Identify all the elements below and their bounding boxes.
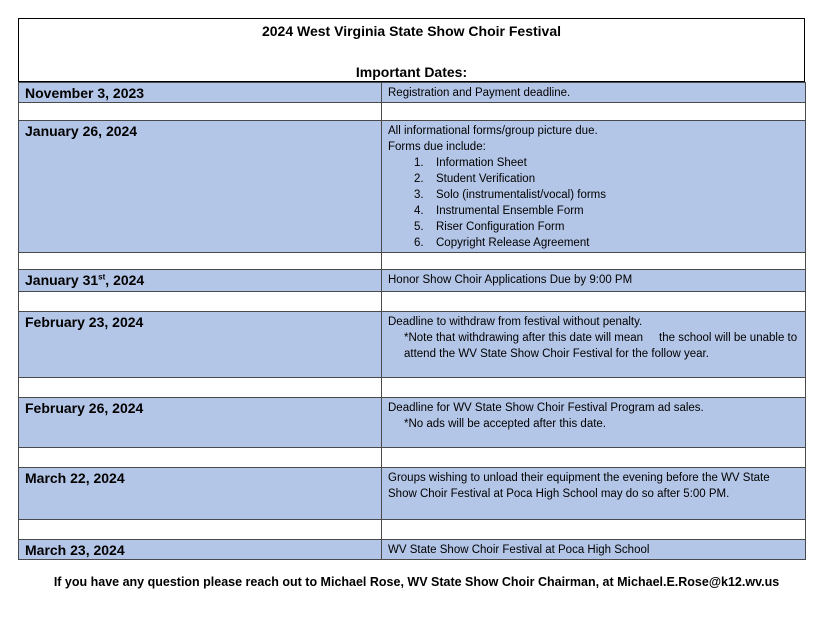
date-cell: January 26, 2024: [25, 123, 138, 139]
list-item: [414, 235, 799, 251]
date-text: , 2024: [105, 272, 145, 288]
desc-cell: [382, 121, 805, 251]
list-label: Information Sheet: [436, 157, 527, 169]
date-cell: February 26, 2024: [25, 400, 144, 416]
table-row: [19, 468, 806, 520]
list-number: 1.: [414, 157, 424, 169]
date-cell: February 23, 2024: [25, 314, 144, 330]
date-text: January 31: [25, 272, 99, 288]
date-cell: [19, 270, 381, 288]
date-cell: March 23, 2024: [25, 542, 125, 558]
list-label: Solo (instrumentalist/vocal) forms: [436, 189, 606, 201]
desc-cell: WV State Show Choir Festival at Poca High School: [388, 544, 650, 556]
contact-footer: If you have any question please reach out to Michael Rose, WV State Show Choir Chairman, at Michael.E.Rose@k12.wv.us: [53, 575, 780, 589]
list-number: 3.: [414, 189, 424, 201]
desc-note: *Note that withdrawing after this date will mean the school will be unable to attend the WV State Show Choir Festival for the follow year.: [404, 332, 801, 360]
spacer-row: [19, 103, 806, 121]
desc-cell: Groups wishing to unload their equipment the evening before the WV State Show Choir Festival at Poca High School may do so after 5:00 PM.: [388, 472, 770, 500]
desc-line: Forms due include:: [388, 141, 486, 153]
date-cell: November 3, 2023: [25, 85, 145, 101]
list-item: [414, 155, 799, 171]
desc-cell: Registration and Payment deadline.: [388, 87, 571, 99]
dates-table: [18, 82, 806, 560]
date-ordinal: st: [98, 272, 106, 282]
date-cell: March 22, 2024: [25, 470, 125, 486]
list-number: 2.: [414, 173, 424, 185]
page-title: 2024 West Virginia State Show Choir Festival: [261, 23, 562, 39]
list-label: Instrumental Ensemble Form: [436, 205, 584, 217]
table-row: [19, 121, 806, 253]
table-row: [19, 398, 806, 448]
spacer-row: [19, 448, 806, 468]
spacer-row: [19, 520, 806, 540]
page-subtitle: Important Dates:: [355, 64, 468, 80]
title-block: [18, 18, 805, 82]
desc-line: Deadline for WV State Show Choir Festival Program ad sales.: [388, 402, 704, 414]
dates-sheet: [18, 18, 805, 560]
list-number: 6.: [414, 237, 424, 249]
desc-cell: Honor Show Choir Applications Due by 9:00 PM: [388, 274, 633, 286]
desc-line: Deadline to withdraw from festival without penalty.: [388, 316, 643, 328]
table-row: [19, 312, 806, 378]
list-label: Riser Configuration Form: [436, 221, 565, 233]
list-label: Student Verification: [436, 173, 536, 185]
table-row: [19, 540, 806, 560]
desc-cell: [382, 398, 805, 432]
list-item: [414, 219, 799, 235]
spacer-row: [19, 292, 806, 312]
spacer-row: [19, 378, 806, 398]
list-number: 4.: [414, 205, 424, 217]
list-item: [414, 171, 799, 187]
table-row: [19, 83, 806, 103]
list-item: [414, 203, 799, 219]
desc-note: *No ads will be accepted after this date.: [404, 418, 607, 430]
list-label: Copyright Release Agreement: [436, 237, 590, 249]
spacer-row: [19, 253, 806, 270]
list-item: [414, 187, 799, 203]
list-number: 5.: [414, 221, 424, 233]
desc-cell: [382, 312, 805, 362]
desc-line: All informational forms/group picture due.: [388, 125, 598, 137]
table-row: [19, 270, 806, 292]
forms-list: [388, 155, 799, 251]
